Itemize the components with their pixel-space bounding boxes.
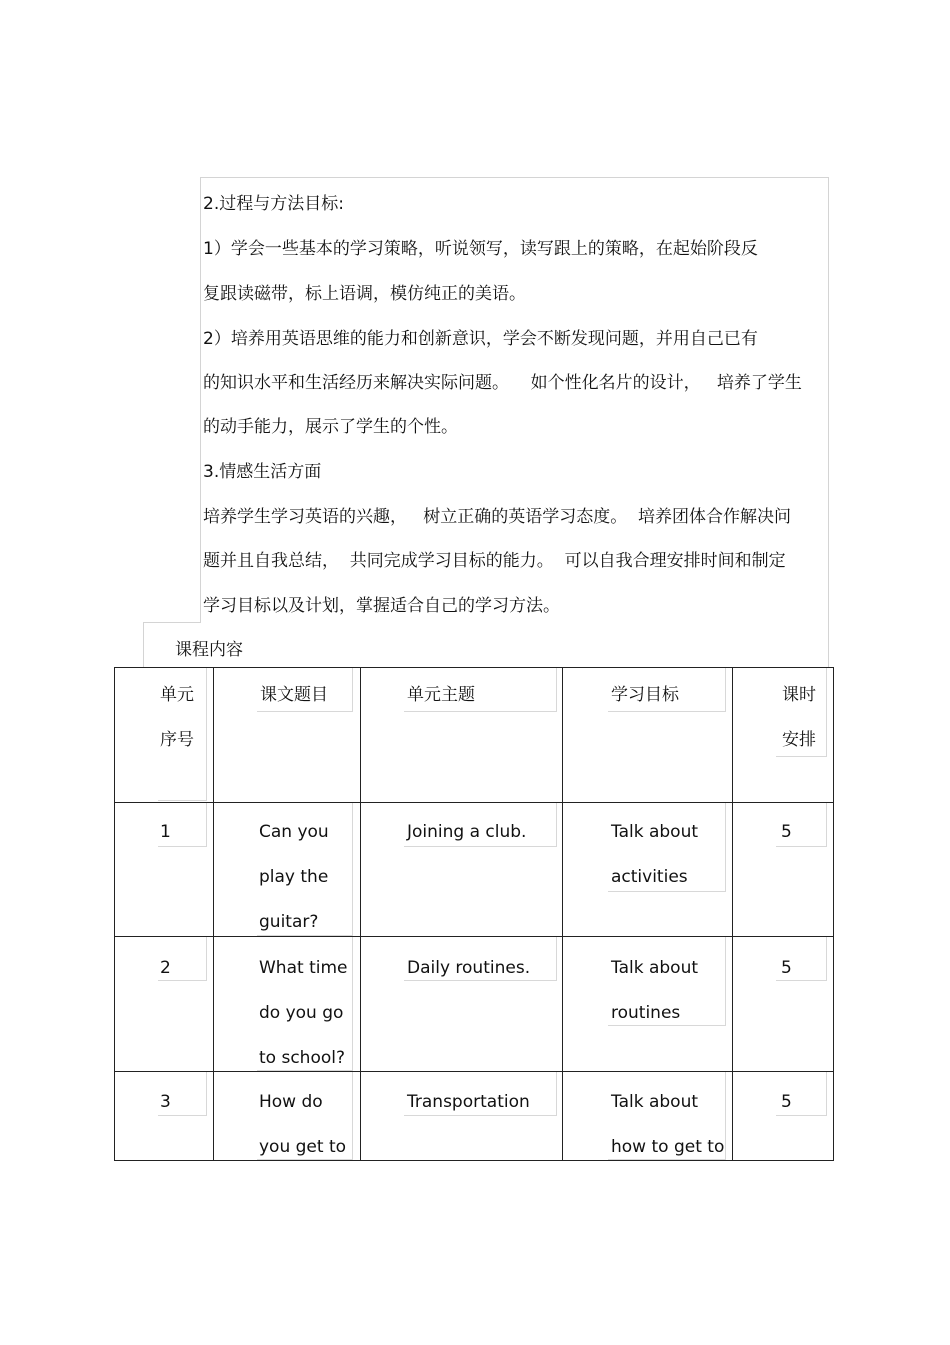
row-2-goal: routines [611, 1003, 681, 1023]
frame-border-right [828, 177, 829, 667]
row-1-title: play the [259, 867, 329, 887]
intro-line: 3.情感生活方面 [203, 462, 322, 482]
row-1-goal: activities [611, 867, 688, 887]
section-label-course-content: 课程内容 [175, 640, 243, 660]
row-3-unit: 3 [160, 1092, 171, 1112]
table-border-left [114, 667, 115, 1161]
intro-line: 2）培养用英语思维的能力和创新意识，学会不断发现问题，并用自己已有 [203, 329, 758, 349]
table-border-bottom [114, 1160, 834, 1161]
row-1-unit: 1 [160, 822, 171, 842]
intro-line: 题并且自我总结， 共同完成学习目标的能力。 可以自我合理安排时间和制定 [203, 551, 786, 571]
header-class-hours-line1: 课时 [782, 685, 816, 705]
row-2-title: do you go [259, 1003, 344, 1023]
row-2-goal: Talk about [611, 958, 699, 978]
intro-line: 1）学会一些基本的学习策略，听说领写，读写跟上的策略，在起始阶段反 [203, 239, 758, 259]
frame-border-top [200, 177, 829, 178]
row-2-theme: Daily routines. [407, 958, 531, 978]
row-3-title: How do [259, 1092, 323, 1112]
header-unit-number-line1: 单元 [160, 685, 194, 705]
header-lesson-title: 课文题目 [260, 685, 328, 705]
intro-line: 培养学生学习英语的兴趣， 树立正确的英语学习态度。 培养团体合作解决问 [203, 507, 792, 527]
frame-notch-vertical [143, 622, 144, 667]
row-2-unit: 2 [160, 958, 171, 978]
row-1-hours: 5 [781, 822, 792, 842]
header-unit-theme: 单元主题 [407, 685, 475, 705]
header-unit-number-line2: 序号 [160, 730, 194, 750]
header-learning-goal: 学习目标 [611, 685, 679, 705]
table-column-divider [732, 667, 733, 1161]
table-column-divider [562, 667, 563, 1161]
intro-line: 的动手能力，展示了学生的个性。 [203, 417, 458, 437]
row-3-goal: Talk about [611, 1092, 699, 1112]
table-border-right [833, 667, 834, 1161]
row-3-goal: how to get to [611, 1137, 725, 1157]
row-2-title: What time [259, 958, 348, 978]
frame-border-left [200, 177, 201, 622]
row-1-goal: Talk about [611, 822, 699, 842]
table-column-divider [360, 667, 361, 1161]
intro-line: 2.过程与方法目标: [203, 194, 344, 214]
header-class-hours-line2: 安排 [782, 730, 816, 750]
row-1-title: guitar? [259, 912, 319, 932]
row-3-hours: 5 [781, 1092, 792, 1112]
row-1-title: Can you [259, 822, 329, 842]
row-1-theme: Joining a club. [407, 822, 527, 842]
row-2-title: to school? [259, 1048, 345, 1068]
intro-line: 复跟读磁带，标上语调，模仿纯正的美语。 [203, 284, 526, 304]
intro-line: 的知识水平和生活经历来解决实际问题。 如个性化名片的设计， 培养了学生 [203, 373, 802, 393]
row-3-theme: Transportation [407, 1092, 530, 1112]
row-2-hours: 5 [781, 958, 792, 978]
frame-notch-horizontal [143, 622, 201, 623]
intro-line: 学习目标以及计划，掌握适合自己的学习方法。 [203, 596, 560, 616]
row-3-title: you get to [259, 1137, 347, 1157]
table-column-divider [213, 667, 214, 1161]
